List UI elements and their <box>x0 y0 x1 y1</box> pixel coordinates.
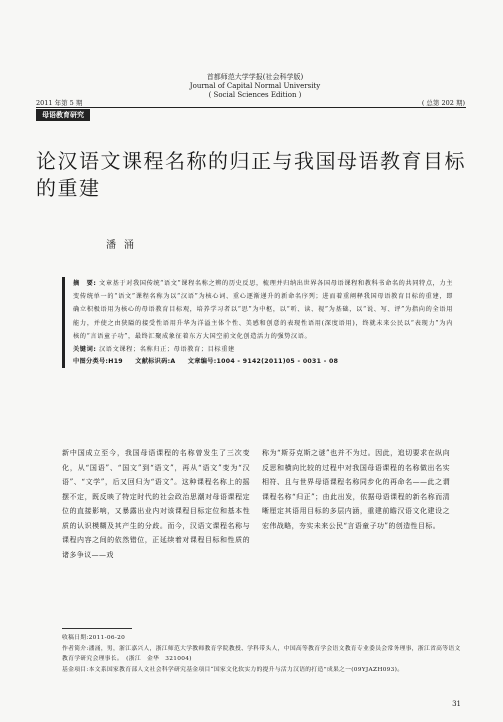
header-rule <box>36 107 466 108</box>
classification-line <box>73 356 453 368</box>
clc-value: H19 <box>108 358 123 366</box>
keywords-label: 关键词: <box>73 346 97 354</box>
abstract <box>73 277 453 343</box>
footnotes <box>62 633 462 675</box>
journal-title-en: Journal of Capital Normal University <box>189 82 321 90</box>
journal-header <box>150 73 360 100</box>
doc-code-label: 文献标识码: <box>135 358 171 366</box>
issue-label: 2011 年第 5 期 <box>36 99 83 107</box>
doc-code-value: A <box>170 358 176 366</box>
article-no-value: 1004 - 9142(2011)05 - 0031 - 08 <box>216 358 339 366</box>
footnote-received: 收稿日期:2011-06-20 <box>62 635 126 641</box>
article-title: 论汉语文课程名称的归正与我国母语教育目标的重建 <box>36 149 466 200</box>
clc-label: 中图分类号: <box>73 358 109 366</box>
page-number: 31 <box>452 700 461 708</box>
keywords <box>73 344 453 356</box>
body-column-right: 称为“斯芬克斯之谜”也并不为过。因此，追切要求在纵向反思和横向比较的过程中对我国母语课程的名称做出名实相符、且与世界母语课程名称同步化的再命名——此之谓课程名称“归正”；由此出发，依据母语课程的新名称而清晰厘定其语用目标的多层内涵，重建前瞻汉语文化建设之宏伟战略，夯实未来公民“言语童子功”的创造性目标。 <box>262 449 450 530</box>
serial-label: ( 总第 202 期) <box>421 99 465 107</box>
column-tag: 母语教育研究 <box>36 109 90 121</box>
footnote-fund: 基金项目:本文系国家教育部人文社会科学研究基金项目“国家文化软实力的提升与活力汉语的打造”成果之一(09YJAZH093)。 <box>62 666 404 673</box>
footnote-rule <box>62 628 132 629</box>
body-column-left: 新中国成立至今，我国母语课程的名称曾发生了三次变化，从“国语”、“国文”到“语文”，再从“语文”变为“汉语”、“文学”，后又回归为“语文”。这种课程名称上的摇摆不定，既反映了特定时代的社会政治思潮对母语课程定位的直接影响，又暴露出业内对该课程目标定位和基本性质的认识模糊及其产生的分歧。而今，汉语文课程名称与课程内容之间的依然错位，正延续着对课程目标和性质的诸多争议——戏 <box>62 449 250 559</box>
abstract-label: 摘 要: <box>73 280 97 287</box>
article-author: 潘涌 <box>106 240 142 251</box>
keywords-text: 汉语文课程；名称归正；母语教育；目标重建 <box>99 346 235 354</box>
journal-edition: ( Social Sciences Edition ) <box>208 91 302 99</box>
abstract-text: 文章基于对我国传统“语文”课程名称之辨的历史反思，梳理并归纳出世界各国母语课程和教科书命名的共同特点，力主变传统单一的“语文”课程名称为以“汉语”为核心词、重心逐渐递升的新命名序列；进而着重阐释我国母语教育目标的重建，即确立积极语用为核心的母语教育目标观，培养学习者以“思”为中枢，以“听、读、视”为基础，以“说、写、评”为指向的全语用能力，并使之由狭隘的接受性语用升华为洋溢主体个性、美感和创意的表现性语用(深度语用)，终就未来公民以“表现力”为内核的“言语童子功”，最终汇聚成象征着东方大国空前文化创造活力的强势汉语。 <box>73 280 453 340</box>
article-no-label: 文章编号: <box>187 358 217 366</box>
footnote-author: 作者简介:潘涌，男，浙江嘉兴人，浙江师范大学教师教育学院教授、学科带头人，中国高等教育学会语文教育专业委员会常务理事，浙江省高等语文教育学研究会理事长。 (浙江 金华 321004) <box>62 645 461 662</box>
abstract-block <box>62 277 453 368</box>
journal-title-zh: 首都师范大学学报(社会科学版) <box>206 73 304 81</box>
